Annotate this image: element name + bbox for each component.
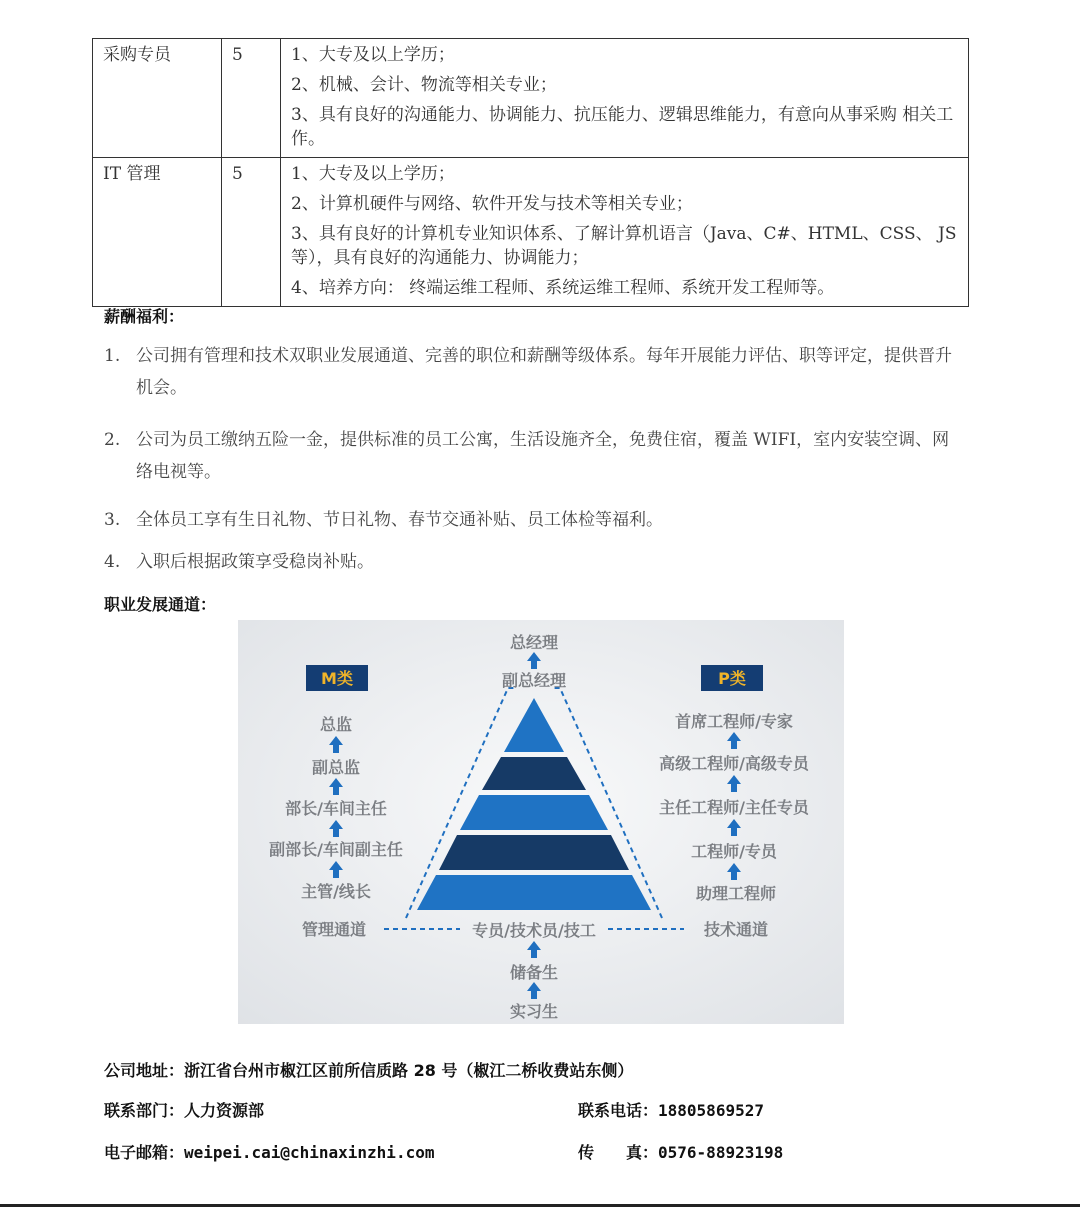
p-step-label: 助理工程师 <box>695 884 777 903</box>
entry-step-label: 实习生 <box>509 1002 559 1021</box>
email-link[interactable]: weipei.cai@chinaxinzhi.com <box>184 1143 435 1162</box>
requirement-line: 3、具有良好的沟通能力、协调能力、抗压能力、逻辑思维能力，有意向从事采购 相关工作。 <box>291 105 954 149</box>
base-step-label: 专员/技术员/技工 <box>472 921 596 940</box>
contact-phone-row <box>578 1098 764 1121</box>
p-step-label: 首席工程师/专家 <box>675 712 793 731</box>
pyramid-layer <box>460 795 608 830</box>
job-title-cell: 采购专员 <box>93 39 222 158</box>
career-path-diagram <box>238 620 844 1024</box>
benefit-number: 4. <box>104 552 121 572</box>
benefit-text: 公司为员工缴纳五险一金，提供标准的员工公寓，生活设施齐全，免费住宿，覆盖 WIFI，室内安装空调、网络电视等。 <box>136 430 950 482</box>
benefit-item <box>104 546 966 578</box>
job-requirements-cell <box>281 39 969 158</box>
pyramid-layer <box>417 875 651 910</box>
top-step-label: 副总经理 <box>501 671 567 690</box>
benefit-text: 入职后根据政策享受稳岗补贴。 <box>136 552 374 572</box>
job-count-cell: 5 <box>222 158 281 307</box>
benefit-item <box>104 504 966 536</box>
m-step-label: 副部长/车间副主任 <box>269 840 403 859</box>
contact-fax-row <box>578 1140 783 1163</box>
fax-label: 传 真： <box>578 1143 659 1162</box>
benefit-item <box>104 340 966 404</box>
p-category-label: P类 <box>718 669 746 688</box>
fax-number: 0576-88923198 <box>658 1143 784 1162</box>
requirement-line: 3、具有良好的计算机专业知识体系、了解计算机语言（Java、C#、HTML、CSS、 JS等），具有良好的沟通能力、协调能力； <box>291 224 957 268</box>
requirement-line: 4、培养方向： 终端运维工程师、系统运维工程师、系统开发工程师等。 <box>291 278 835 298</box>
entry-step-label: 储备生 <box>509 963 559 982</box>
phone-number[interactable]: 18805869527 <box>658 1101 764 1120</box>
technical-channel-label: 技术通道 <box>703 920 769 939</box>
m-step-label: 副总监 <box>311 758 361 777</box>
company-address: 公司地址：浙江省台州市椒江区前所信质路 28 号（椒江二桥收费站东侧） <box>104 1061 634 1080</box>
pyramid-layer <box>439 835 629 870</box>
management-channel-label: 管理通道 <box>301 920 367 939</box>
job-title-cell: IT 管理 <box>93 158 222 307</box>
benefit-number: 1. <box>104 346 121 366</box>
requirement-line: 1、大专及以上学历； <box>291 164 455 184</box>
job-count-cell: 5 <box>222 39 281 158</box>
job-table <box>92 38 969 307</box>
requirement-line: 1、大专及以上学历； <box>291 45 455 65</box>
m-category-label: M类 <box>321 669 353 688</box>
benefit-number: 3. <box>104 510 121 530</box>
top-step-label: 总经理 <box>509 633 559 652</box>
table-row <box>93 158 969 307</box>
email-label: 电子邮箱： <box>104 1143 185 1162</box>
p-step-label: 工程师/专员 <box>691 842 777 861</box>
phone-label: 联系电话： <box>578 1101 659 1120</box>
m-step-label: 总监 <box>319 715 353 734</box>
benefit-item <box>104 424 966 488</box>
benefit-number: 2. <box>104 430 121 450</box>
requirement-line: 2、计算机硬件与网络、软件开发与技术等相关专业； <box>291 194 693 214</box>
table-row <box>93 39 969 158</box>
p-step-label: 主任工程师/主任专员 <box>659 798 809 817</box>
benefit-text: 全体员工享有生日礼物、节日礼物、春节交通补贴、员工体检等福利。 <box>136 510 663 530</box>
m-step-label: 部长/车间主任 <box>285 799 387 818</box>
m-step-label: 主管/线长 <box>301 882 371 901</box>
contact-email-row <box>104 1140 434 1163</box>
requirement-line: 2、机械、会计、物流等相关专业； <box>291 75 557 95</box>
p-step-label: 高级工程师/高级专员 <box>659 754 809 773</box>
job-requirements-cell <box>281 158 969 307</box>
page-bottom-divider <box>0 1204 1080 1207</box>
career-diagram-svg <box>238 620 844 1024</box>
career-heading: 职业发展通道： <box>104 595 217 614</box>
benefit-text: 公司拥有管理和技术双职业发展通道、完善的职位和薪酬等级体系。每年开展能力评估、职等评定，提供晋升机会。 <box>136 346 952 398</box>
benefits-heading: 薪酬福利： <box>104 307 185 326</box>
contact-department: 联系部门：人力资源部 <box>104 1101 265 1120</box>
